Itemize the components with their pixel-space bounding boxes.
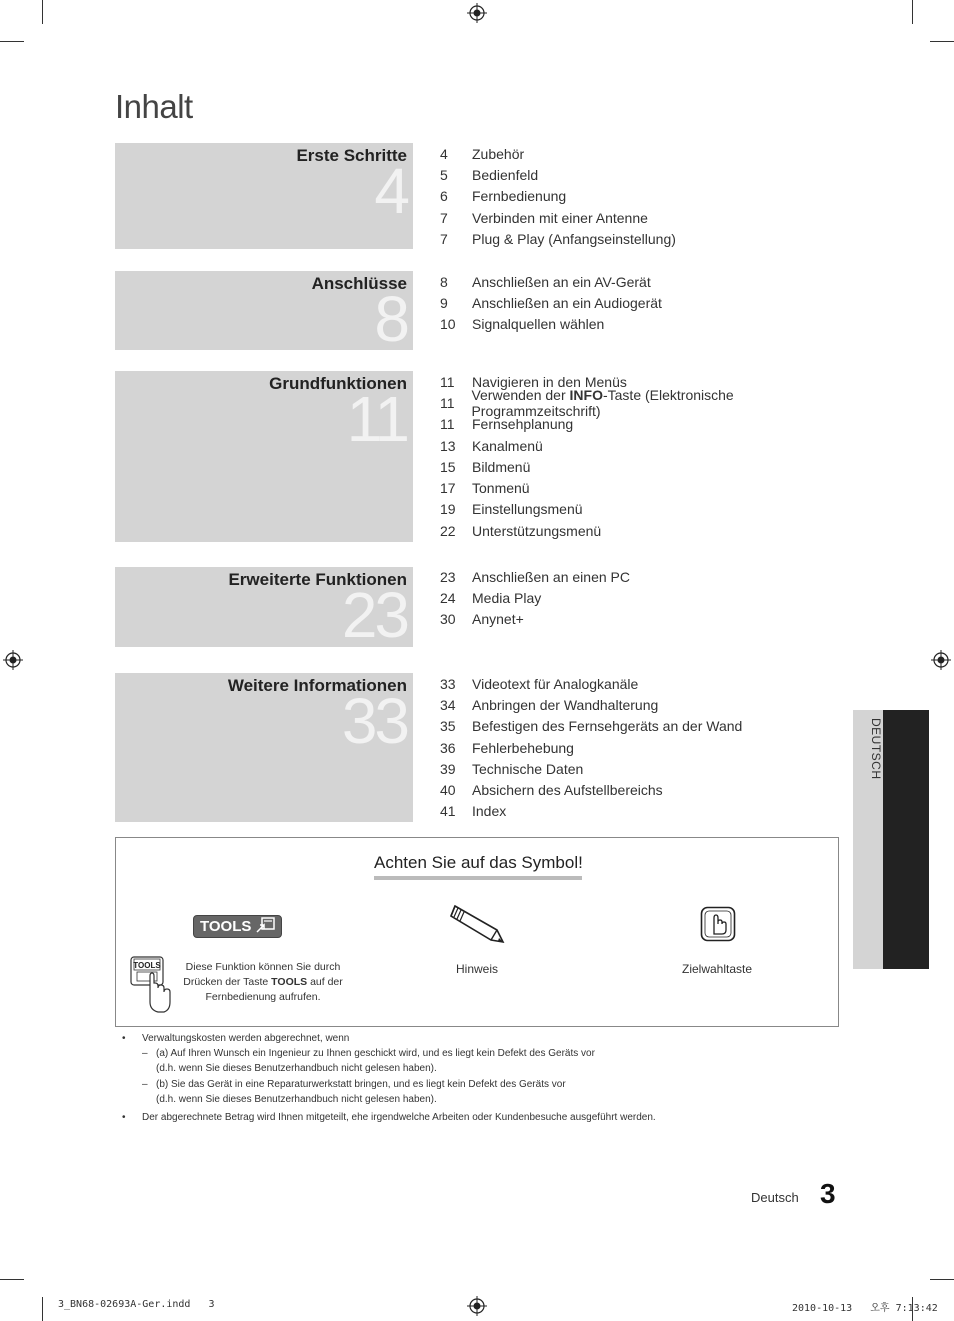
toc-page-number: 36 [440, 739, 456, 756]
tools-desc-before: Diese Funktion können Sie durch Drücken der Taste [183, 961, 341, 988]
toc-item-text: Absichern des Aufstellbereichs [472, 782, 663, 799]
toc-item[interactable] [440, 779, 860, 800]
toc-list-erste-schritte [440, 143, 860, 249]
footer-language: Deutsch [751, 1190, 799, 1205]
toc-item[interactable] [440, 716, 860, 737]
toc-page-number: 15 [440, 458, 456, 475]
note-sub-line: (d.h. wenn Sie dieses Benutzerhandbuch nicht gelesen haben). [156, 1063, 437, 1074]
toc-text-before: Verwenden der [471, 386, 570, 403]
toc-item[interactable] [440, 673, 860, 694]
toc-item[interactable] [440, 292, 860, 313]
side-tab-dark [883, 710, 929, 969]
toc-text-after: -Taste (Elektronische Programmzeitschrift) [471, 386, 734, 419]
toc-item[interactable] [440, 435, 860, 456]
toc-item-text: Anschließen an einen PC [472, 568, 630, 585]
section-box-erste-schritte [115, 143, 413, 249]
heading-underline [374, 876, 582, 880]
note-text: Der abgerechnete Betrag wird Ihnen mitgeteilt, ehe irgendwelche Arbeiten oder Kundenbesuche ausgeführt werden. [142, 1112, 656, 1123]
section-number: 11 [346, 383, 407, 455]
toc-item-text: Einstellungsmenü [472, 501, 583, 518]
toc-page-number: 13 [440, 437, 456, 454]
note-item [120, 1031, 840, 1046]
side-tab-label: DEUTSCH [869, 718, 883, 780]
toc-page-number: 11 [440, 394, 455, 411]
toc-page-number: 5 [440, 166, 448, 183]
symbol-heading: Achten Sie auf das Symbol! [374, 853, 583, 872]
toc-item[interactable] [440, 186, 860, 207]
dash: – [142, 1079, 148, 1090]
section-title: Erste Schritte [296, 146, 407, 165]
toc-item-text: Befestigen des Fernsehgeräts an der Wand [472, 718, 743, 735]
toc-page-number: 41 [440, 803, 456, 820]
toc-item[interactable] [440, 758, 860, 779]
crop-mark [0, 1279, 24, 1280]
section-box-anschluesse [115, 271, 413, 350]
pencil-icon [449, 902, 507, 946]
toc-page-number: 7 [440, 230, 448, 247]
print-slug-filename: 3_BN68-02693A-Ger.indd 3 [58, 1299, 215, 1310]
toc-item[interactable] [440, 271, 860, 292]
remote-tools-label: TOOLS [133, 961, 161, 970]
note-item [120, 1110, 840, 1125]
toc-item[interactable] [440, 143, 860, 164]
toc-page-number: 35 [440, 718, 456, 735]
bullet: • [122, 1033, 126, 1044]
registration-mark-icon [931, 650, 951, 670]
toc-item-text: Kanalmenü [472, 437, 543, 454]
bullet: • [122, 1112, 126, 1123]
toc-item[interactable] [440, 694, 860, 715]
section-title: Erweiterte Funktionen [228, 570, 407, 589]
section-number: 8 [374, 283, 407, 350]
toc-item-text: Signalquellen wählen [472, 316, 605, 333]
toc-item-text: Anschließen an ein Audiogerät [472, 294, 662, 311]
toc-page-number: 4 [440, 145, 448, 162]
toc-item-text: Unterstützungsmenü [472, 522, 602, 539]
toc-page-number: 33 [440, 675, 456, 692]
toc-page-number: 19 [440, 501, 456, 518]
toc-item-text [471, 387, 860, 419]
crop-mark [912, 0, 913, 24]
tools-badge [193, 915, 282, 938]
crop-mark [42, 0, 43, 24]
toc-item-text: Fehlerbehebung [472, 739, 574, 756]
symbol-legend-box [115, 837, 839, 1027]
dash: – [142, 1048, 148, 1059]
crop-mark [0, 41, 24, 42]
toc-page-number: 22 [440, 522, 456, 539]
tools-desc-after: auf der Fernbedienung aufrufen. [205, 976, 343, 1003]
toc-item-text: Anynet+ [472, 611, 524, 628]
toc-page-number: 39 [440, 760, 456, 777]
section-box-grundfunktionen [115, 371, 413, 542]
page-title: Inhalt [115, 88, 193, 125]
toc-page-number: 11 [440, 373, 455, 390]
hint-label: Hinweis [455, 962, 498, 976]
toc-item-text: Media Play [472, 589, 542, 606]
registration-mark-icon [467, 3, 487, 23]
toc-page-number: 24 [440, 589, 456, 606]
toc-item[interactable] [440, 386, 860, 419]
toc-page-number: 11 [440, 416, 455, 433]
toc-item[interactable] [440, 477, 860, 498]
toc-item-text: Anschließen an ein AV-Gerät [472, 273, 651, 290]
toc-item[interactable] [440, 207, 860, 228]
toc-item[interactable] [440, 587, 860, 608]
crop-mark [42, 1297, 43, 1321]
notes [120, 1031, 840, 1125]
toc-page-number: 6 [440, 188, 448, 205]
toc-item-text: Verbinden mit einer Antenne [472, 209, 648, 226]
section-title: Grundfunktionen [269, 374, 407, 393]
toc-list-erweiterte-funktionen [440, 566, 860, 630]
section-title: Weitere Informationen [227, 676, 407, 695]
toc-page-number: 10 [440, 316, 456, 333]
target-key-label: Zielwahltaste [681, 962, 753, 976]
toc-item-text: Fernbedienung [472, 188, 567, 205]
toc-item-text: Fernsehplanung [472, 416, 574, 433]
toc-list-anschluesse [440, 271, 860, 335]
footer-page-number: 3 [820, 1178, 836, 1209]
registration-mark-icon [467, 1296, 487, 1316]
registration-mark-icon [3, 650, 23, 670]
toc-item-text: Index [472, 803, 507, 820]
section-number: 4 [374, 155, 407, 227]
note-sub-line: (d.h. wenn Sie dieses Benutzerhandbuch nicht gelesen haben). [156, 1094, 437, 1105]
toc-item[interactable] [440, 566, 860, 587]
toc-item[interactable] [440, 499, 860, 520]
note-subitem [120, 1077, 840, 1107]
toc-item-text: Bedienfeld [472, 166, 539, 183]
section-number: 33 [341, 685, 407, 757]
toc-item-text: Tonmenü [472, 480, 530, 497]
toc-list-weitere-informationen [440, 673, 860, 822]
toc-item[interactable] [440, 801, 860, 822]
tools-badge-label: TOOLS [200, 918, 252, 935]
section-title: Anschlüsse [311, 274, 407, 293]
crop-mark [930, 1279, 954, 1280]
print-slug-timestamp: 2010-10-13 오후 7:13:42 [792, 1303, 938, 1314]
toc-page-number: 17 [440, 480, 456, 497]
toc-item-text: Bildmenü [472, 458, 531, 475]
toc-page-number: 30 [440, 611, 456, 628]
toc-page-number: 7 [440, 209, 448, 226]
info-key-label: INFO [569, 386, 603, 403]
tools-description [178, 960, 348, 1005]
note-text: Verwaltungskosten werden abgerechnet, wenn [142, 1033, 350, 1044]
toc-page-number: 40 [440, 782, 456, 799]
toc-item-text: Technische Daten [472, 760, 584, 777]
toc-item-text: Plug & Play (Anfangseinstellung) [472, 230, 676, 247]
section-box-erweiterte-funktionen [115, 567, 413, 647]
section-box-weitere-informationen [115, 673, 413, 822]
toc-item[interactable] [440, 609, 860, 630]
toc-item-text: Videotext für Analogkanäle [472, 675, 639, 692]
toc-page-number: 23 [440, 568, 456, 585]
section-number: 23 [341, 579, 407, 647]
crop-mark [930, 41, 954, 42]
tools-desc-bold: TOOLS [271, 976, 308, 988]
toc-page-number: 8 [440, 273, 448, 290]
toc-item[interactable] [440, 520, 860, 541]
toc-page-number: 9 [440, 294, 448, 311]
note-sub-line: (a) Auf Ihren Wunsch ein Ingenieur zu Ihnen geschickt wird, und es liegt kein Defekt des Geräts vor [156, 1048, 595, 1059]
note-subitem [120, 1046, 840, 1076]
toc-item[interactable] [440, 737, 860, 758]
toc-item[interactable] [440, 456, 860, 477]
toc-item-text: Navigieren in den Menüs [472, 373, 627, 390]
tools-arrow-icon [256, 917, 276, 933]
hand-touch-icon [700, 906, 736, 942]
note-sub-line: (b) Sie das Gerät in eine Reparaturwerkstatt bringen, und es liegt kein Defekt des Geräts vor [156, 1079, 566, 1090]
toc-item[interactable] [440, 164, 860, 185]
toc-page-number: 34 [440, 696, 456, 713]
toc-item-text: Zubehör [472, 145, 525, 162]
toc-list-grundfunktionen [440, 371, 860, 541]
toc-item[interactable] [440, 314, 860, 335]
remote-tools-button-icon [130, 956, 172, 1016]
toc-item[interactable] [440, 228, 860, 249]
toc-item-text: Anbringen der Wandhalterung [472, 696, 659, 713]
